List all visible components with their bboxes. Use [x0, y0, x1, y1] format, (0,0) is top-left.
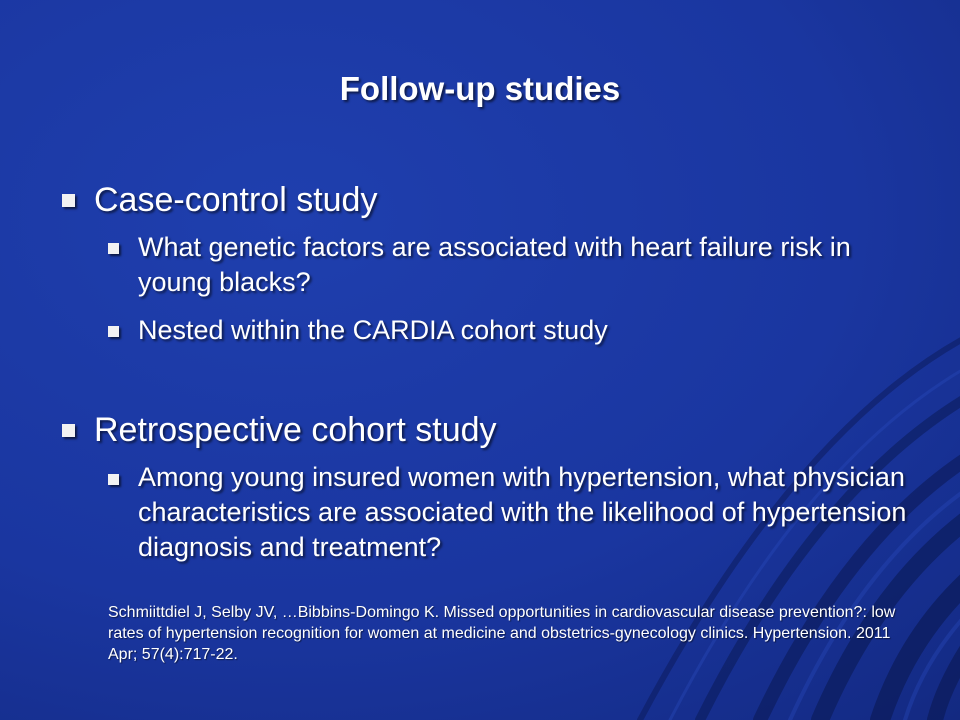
square-bullet-icon [62, 424, 75, 437]
square-bullet-icon [108, 474, 119, 485]
citation-reference: Schmiittdiel J, Selby JV, …Bibbins-Domingo K. Missed opportunities in cardiovascular disease prevention?: low rates of hypertension recognition for women at medicine and obstetrics-gynecology clinics. Hypertension. 2011 Apr; 57(4):717-22. [108, 604, 896, 663]
square-bullet-icon [62, 194, 75, 207]
square-bullet-icon [108, 243, 119, 254]
section-heading-case-control: Case-control study [94, 181, 378, 219]
bullet-nested-cardia: Nested within the CARDIA cohort study [138, 315, 608, 345]
section-heading-retrospective-cohort: Retrospective cohort study [94, 411, 497, 449]
bullet-young-insured-women: Among young insured women with hypertension, what physician characteristics are associated with the likelihood of hypertension diagnosis and treatment? [138, 462, 907, 562]
bullet-genetic-factors: What genetic factors are associated with heart failure risk in young blacks? [138, 232, 851, 297]
square-bullet-icon [108, 326, 119, 337]
slide-title: Follow-up studies [339, 70, 621, 107]
